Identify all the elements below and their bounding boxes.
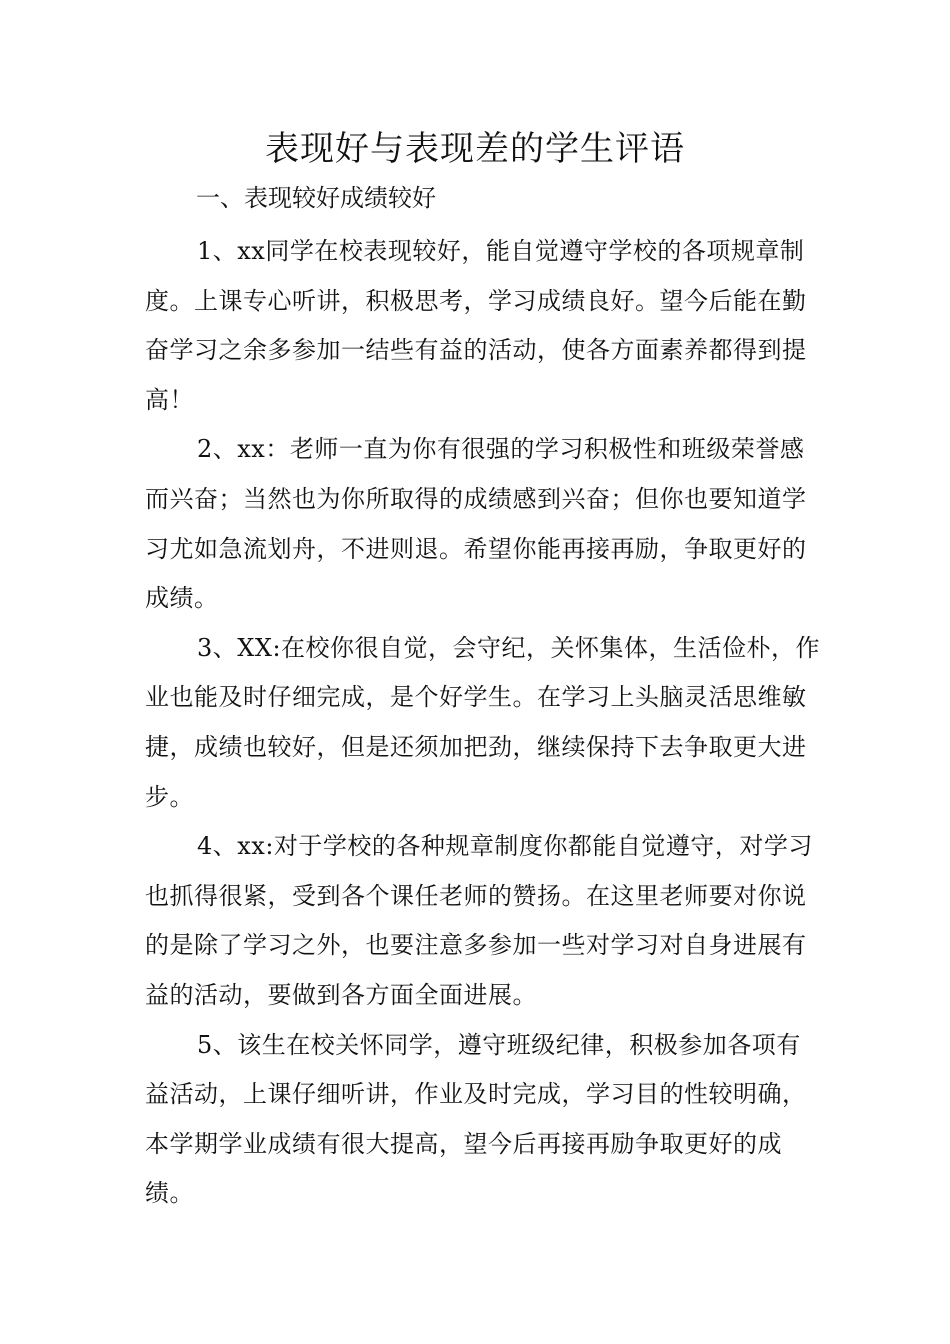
comment-paragraph-1: 1、xx同学在校表现较好，能自觉遵守学校的各项规章制度。上课专心听讲，积极思考，学习成绩良好。望今后能在勤奋学习之余多参加一结些有益的活动，使各方面素养都得到提高！ [145, 237, 807, 414]
section-heading: 一、表现较好成绩较好 [196, 184, 436, 212]
comment-paragraph-5: 5、该生在校关怀同学，遵守班级纪律，积极参加各项有益活动，上课仔细听讲，作业及时完成，学习目的性较明确，本学期学业成绩有很大提高，望今后再接再励争取更好的成绩。 [145, 1030, 807, 1208]
comment-paragraph-3: 3、XX:在校你很自觉，会守纪，关怀集体，生活俭朴，作业也能及时仔细完成，是个好学生。在学习上头脑灵活思维敏捷，成绩也较好，但是还须加把劲，继续保持下去争取更大进步。 [145, 633, 821, 811]
comment-list [145, 227, 825, 1219]
document-title: 表现好与表现差的学生评语 [265, 129, 685, 169]
comment-paragraph-4: 4、xx:对于学校的各种规章制度你都能自觉遵守，对学习也抓得很紧，受到各个课任老师的赞扬。在这里老师要对你说的是除了学习之外，也要注意多参加一些对学习对自身进展有益的活动，要做到各方面全面进展。 [145, 832, 813, 1009]
comment-paragraph-2: 2、xx：老师一直为你有很强的学习积极性和班级荣誉感而兴奋；当然也为你所取得的成绩感到兴奋；但你也要知道学习尤如急流划舟，不进则退。希望你能再接再励，争取更好的成绩。 [145, 435, 807, 613]
